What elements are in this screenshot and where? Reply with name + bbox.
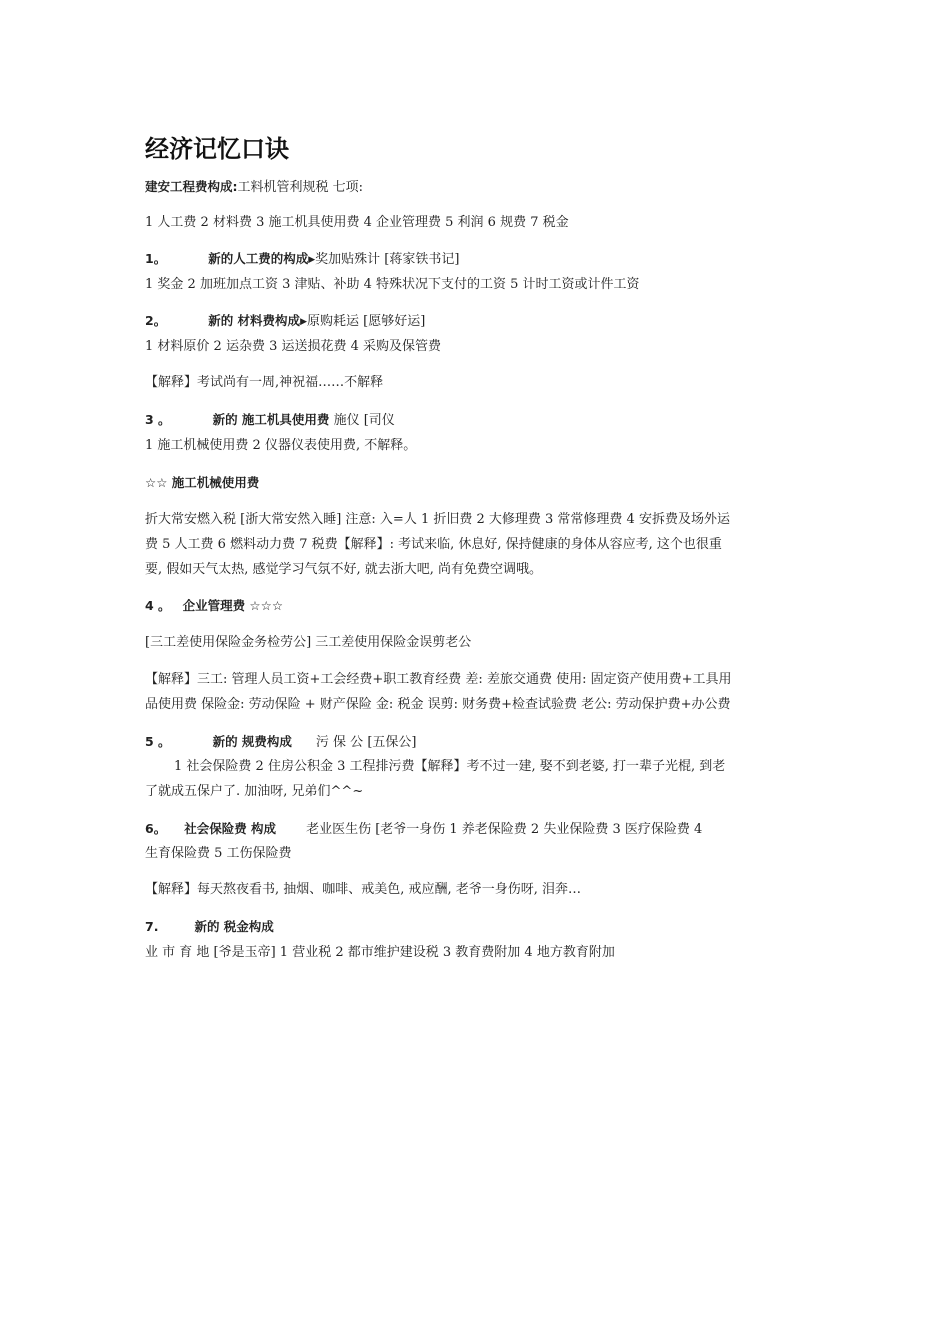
section-4-title: 企业管理费 ☆☆☆ <box>182 598 284 613</box>
section-6-heading <box>145 820 702 839</box>
section-7-heading <box>145 918 274 937</box>
section-6-number: 6。 <box>145 821 167 836</box>
cost-items-line: 1 人工费 2 材料费 3 施工机具使用费 4 企业管理费 5 利润 6 规费 7 税金 <box>145 215 569 230</box>
note-1: 【解释】考试尚有一周,神祝福……不解释 <box>145 375 384 390</box>
page-title: 经济记忆口诀 <box>145 135 289 163</box>
intro-text: 工料机管利规税 七项: <box>237 180 364 195</box>
arrow-icon: ▶ <box>300 317 307 327</box>
section-3-mnemonic: 施仪 [司仪 <box>333 413 395 428</box>
section-1-heading <box>145 250 459 269</box>
section-2-title: 新的 材料费构成 <box>208 313 301 328</box>
section-6-title: 社会保险费 构成 <box>184 821 277 836</box>
section-3-paragraph-line-2: 费 5 人工费 6 燃料动力费 7 税费【解释】: 考试来临, 休息好, 保持健康的身体从容应考, 这个也很重 <box>145 537 722 552</box>
section-3-paragraph-line-1: 折大常安燃入税 [浙大常安然入睡] 注意: 入=人 1 折旧费 2 大修理费 3 常常修理费 4 安拆费及场外运 <box>145 512 730 527</box>
section-3-list: 1 施工机械使用费 2 仪器仪表使用费, 不解释。 <box>145 438 417 453</box>
section-1-number: 1。 <box>145 251 167 266</box>
section-6-text: 老业医生伤 [老爷一身伤 1 养老保险费 2 失业保险费 3 医疗保险费 4 <box>306 822 703 837</box>
section-4-heading <box>145 597 283 616</box>
section-7-title: 新的 税金构成 <box>194 919 274 934</box>
section-2-list: 1 材料原价 2 运杂费 3 运送损花费 4 采购及保管费 <box>145 339 442 354</box>
intro-heading: 建安工程费构成: <box>145 179 238 194</box>
section-5-title: 新的 规费构成 <box>212 734 292 749</box>
section-5-paragraph-line-2: 了就成五保户了. 加油呀, 兄弟们^^~ <box>145 784 364 799</box>
section-1-mnemonic: 奖加贴殊计 [蒋家铁书记] <box>315 252 460 267</box>
section-4-note-line-2: 品使用费 保险金: 劳动保险 + 财产保险 金: 税金 误剪: 财务费+检查试验费 老公: 劳动保护费+办公费 <box>145 697 731 712</box>
section-5-paragraph-line-1: 1 社会保险费 2 住房公积金 3 工程排污费【解释】考不过一建, 娶不到老婆, 打一辈子光棍, 到老 <box>174 759 726 774</box>
section-2-number: 2。 <box>145 313 167 328</box>
section-3-paragraph-line-3: 要, 假如天气太热, 感觉学习气氛不好, 就去浙大吧, 尚有免费空调哦。 <box>145 562 543 577</box>
section-3-title: 新的 施工机具使用费 <box>212 412 330 427</box>
section-2-mnemonic: 原购耗运 [愿够好运] <box>306 314 426 329</box>
section-4-note-line-1: 【解释】三工: 管理人员工资+工会经费+职工教育经费 差: 差旅交通费 使用: 固定资产使用费+工具用 <box>145 672 732 687</box>
note-6: 【解释】每天熬夜看书, 抽烟、咖啡、戒美色, 戒应酬, 老爷一身伤呀, 泪奔… <box>145 882 582 897</box>
section-5-number: 5 。 <box>145 734 171 749</box>
section-3-number: 3 。 <box>145 412 171 427</box>
section-6-text-line-2: 生育保险费 5 工伤保险费 <box>145 846 292 861</box>
section-2-heading <box>145 312 425 331</box>
section-4-number: 4 。 <box>145 598 171 613</box>
section-7-list: 业 市 育 地 [爷是玉帝] 1 营业税 2 都市维护建设税 3 教育费附加 4 地方教育附加 <box>145 945 615 960</box>
arrow-icon: ▶ <box>308 255 316 265</box>
section-5-mnemonic: 污 保 公 [五保公] <box>315 735 417 750</box>
section-3-heading <box>145 411 395 430</box>
section-7-number: 7. <box>145 919 159 934</box>
section-1-list: 1 奖金 2 加班加点工资 3 津贴、补助 4 特殊状况下支付的工资 5 计时工资或计件工资 <box>145 277 640 292</box>
section-3-subheading: ☆☆ 施工机械使用费 <box>145 475 260 490</box>
section-5-heading <box>145 733 416 752</box>
section-4-mnemonic: [三工差使用保险金务检劳公] 三工差使用保险金误剪老公 <box>145 635 472 650</box>
section-1-title: 新的人工费的构成 <box>208 251 309 266</box>
intro-line <box>145 178 363 197</box>
